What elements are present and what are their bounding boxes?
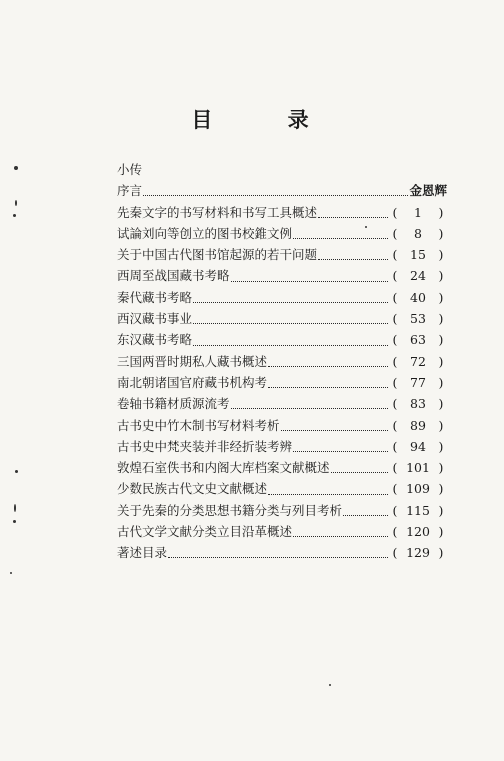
toc-page-number: 129 [406, 545, 430, 561]
toc-entry[interactable]: 敦煌石室佚书和内阁大库档案文献概述 ( 101 ) [117, 460, 444, 476]
dot-leader [268, 387, 388, 388]
toc-page-number: 77 [410, 374, 426, 390]
scan-speck [10, 572, 12, 574]
dot-leader [293, 238, 388, 239]
toc-entry-title: 古书史中梵夹装并非经折装考辨 [117, 438, 293, 454]
dot-leader [343, 515, 388, 516]
toc-entry[interactable]: 东汉藏书考略 ( 63 ) [117, 332, 444, 348]
dot-leader [293, 451, 388, 452]
toc-page-number: 1 [414, 204, 422, 220]
toc-entry[interactable]: 少数民族古代文史文献概述 ( 109 ) [117, 481, 444, 497]
toc-page-number: 63 [410, 332, 426, 348]
dot-leader [268, 366, 388, 367]
toc-entry[interactable]: 著述目录 ( 129 ) [117, 545, 444, 561]
toc-entry-title: 南北朝诸国官府藏书机构考 [117, 374, 268, 390]
toc-page-number: 40 [410, 289, 426, 305]
scan-speck [13, 214, 16, 217]
toc-entry[interactable]: 古书史中梵夹装并非经折装考辨 ( 94 ) [117, 438, 444, 454]
dot-leader [168, 557, 388, 558]
dot-leader [331, 472, 388, 473]
toc-page-number: 72 [410, 353, 426, 369]
toc-entry[interactable]: 关于先秦的分类思想书籍分类与列目考析 ( 115 ) [117, 502, 444, 518]
scan-speck [15, 470, 18, 473]
toc-entry[interactable]: 卷轴书籍材质源流考 ( 83 ) [117, 396, 444, 412]
toc-entry-title: 著述目录 [117, 545, 168, 561]
toc-entry-title: 三国两晋时期私人藏书概述 [117, 353, 268, 369]
dot-leader [231, 281, 388, 282]
scan-speck [365, 226, 367, 228]
table-of-contents [117, 160, 447, 565]
toc-page-number: 8 [414, 225, 422, 241]
scan-speck [15, 200, 17, 206]
dot-leader [193, 302, 388, 303]
toc-entry[interactable]: 秦代藏书考略 ( 40 ) [117, 289, 444, 305]
dot-leader [193, 323, 388, 324]
toc-entry-title: 试論刘向等创立的图书校錐文例 [117, 225, 293, 241]
toc-entry[interactable]: 古书史中竹木制书写材料考析 ( 89 ) [117, 417, 444, 433]
toc-entry[interactable]: 南北朝诸国官府藏书机构考 ( 77 ) [117, 374, 444, 390]
dot-leader [318, 217, 388, 218]
toc-entry-title: 关于中国古代图书馆起源的若干问题 [117, 247, 318, 263]
toc-entry-author: 金恩辉 [409, 183, 447, 199]
toc-entry-title: 古书史中竹木制书写材料考析 [117, 417, 280, 433]
scan-speck [329, 684, 331, 686]
toc-page-number: 94 [410, 438, 426, 454]
toc-entry[interactable]: 试論刘向等创立的图书校錐文例 ( 8 ) [117, 225, 444, 241]
toc-page-number: 53 [410, 311, 426, 327]
dot-leader [293, 536, 388, 537]
toc-page-number: 120 [406, 524, 430, 540]
toc-entry[interactable]: 西周至战国藏书考略 ( 24 ) [117, 268, 444, 284]
toc-page-number: 101 [406, 460, 430, 476]
page-title: 目 录 [191, 107, 343, 132]
toc-entry-title: 西周至战国藏书考略 [117, 268, 230, 284]
scan-speck [13, 520, 16, 523]
toc-entry-title: 卷轴书籍材质源流考 [117, 396, 230, 412]
toc-entry-biography[interactable] [117, 160, 447, 181]
toc-entry[interactable]: 西汉藏书事业 ( 53 ) [117, 311, 444, 327]
dot-leader [281, 430, 388, 431]
toc-entry-title: 先秦文字的书写材料和书写工具概述 [117, 204, 318, 220]
toc-page-number: 89 [410, 417, 426, 433]
toc-entry[interactable]: 先秦文字的书写材料和书写工具概述 ( 1 ) [117, 204, 444, 220]
toc-entry-title: 小传 [117, 162, 143, 177]
toc-page-number: 15 [410, 247, 426, 263]
dot-leader [143, 195, 408, 196]
toc-entry-title: 东汉藏书考略 [117, 332, 193, 348]
toc-page-number: 24 [410, 268, 426, 284]
toc-entry[interactable]: 古代文学文献分类立目沿革概述 ( 120 ) [117, 524, 444, 540]
dot-leader [193, 345, 388, 346]
toc-entry-title: 秦代藏书考略 [117, 289, 193, 305]
toc-entry[interactable]: 关于中国古代图书馆起源的若干问题 ( 15 ) [117, 247, 444, 263]
toc-entry-preface[interactable] [117, 181, 447, 202]
toc-entry-title: 序言 [117, 183, 143, 199]
toc-entry-title: 少数民族古代文史文献概述 [117, 481, 268, 497]
scan-speck [14, 166, 18, 170]
toc-page-number: 83 [410, 396, 426, 412]
dot-leader [318, 259, 388, 260]
toc-entry-title: 敦煌石室佚书和内阁大库档案文献概述 [117, 460, 330, 476]
toc-entry-title: 古代文学文献分类立目沿革概述 [117, 524, 293, 540]
toc-page-number: 115 [406, 502, 430, 518]
toc-entry-title: 西汉藏书事业 [117, 311, 193, 327]
dot-leader [231, 408, 388, 409]
dot-leader [268, 494, 388, 495]
scan-speck [14, 504, 16, 512]
toc-entry-title: 关于先秦的分类思想书籍分类与列目考析 [117, 502, 343, 518]
toc-entry[interactable]: 三国两晋时期私人藏书概述 ( 72 ) [117, 353, 444, 369]
toc-page-number: 109 [406, 481, 430, 497]
